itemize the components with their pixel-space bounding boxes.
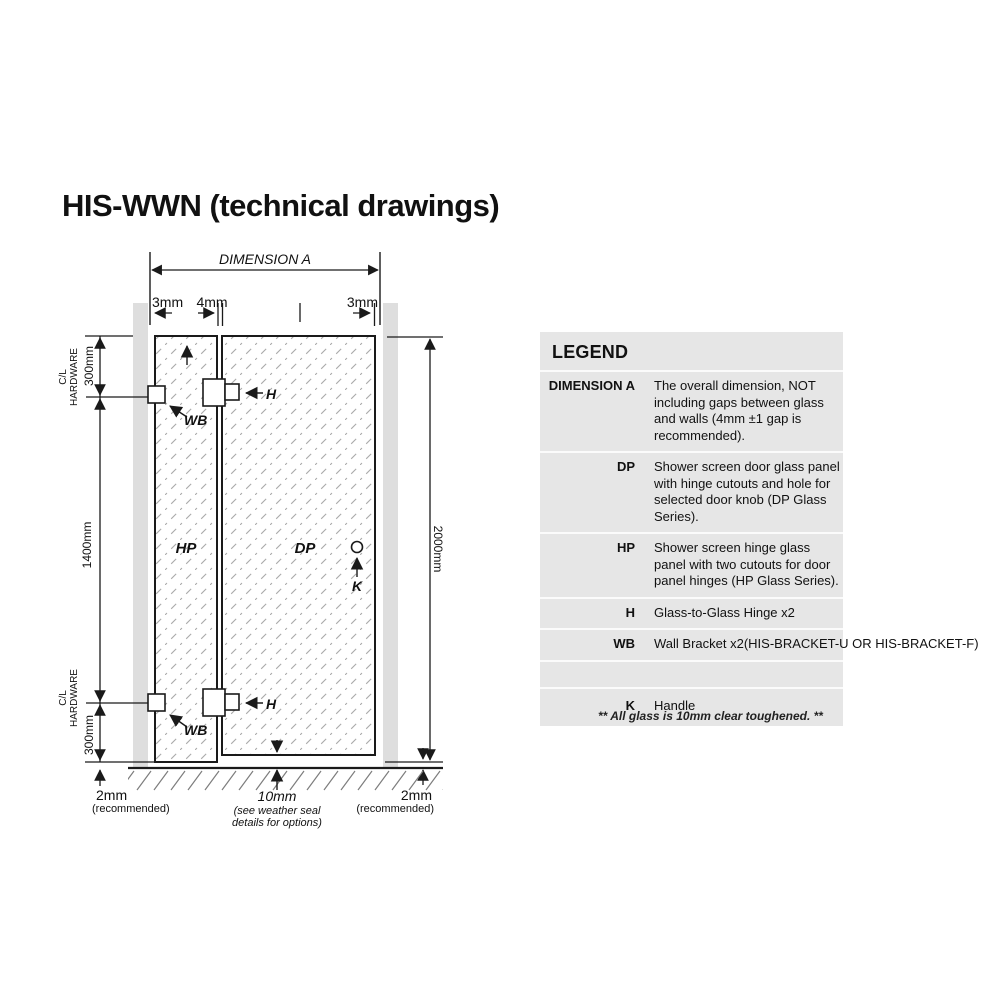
handle-knob (352, 542, 363, 553)
floor-left-note: (recommended) (92, 803, 170, 815)
gap-right-label: 3mm (346, 294, 378, 310)
legend-term: H (625, 604, 635, 620)
wall-bracket-bottom (148, 694, 165, 711)
legend-description: Handle (654, 697, 696, 713)
legend-row-dimension-a (540, 370, 843, 451)
dimension-a-label: DIMENSION A (218, 251, 312, 267)
legend-row-wb (540, 628, 979, 660)
h-label-bottom: H (266, 696, 277, 712)
wall-right (383, 303, 398, 768)
k-label: K (351, 578, 363, 594)
floor-mid-note1: (see weather seal (233, 805, 321, 817)
wb-label-top: WB (184, 412, 208, 428)
legend-description: Shower screen door glass panel with hinge cutouts and hole for selected door knob (DP Glass Series). (654, 459, 840, 524)
cl-hardware-top-line2: HARDWARE (69, 348, 80, 406)
dim-300-bottom-label: 300mm (82, 714, 96, 756)
hinge-top-body (203, 379, 225, 406)
page-title: HIS-WWN (technical drawings) (62, 188, 500, 223)
hinge-bottom-body (203, 689, 225, 716)
legend-heading: LEGEND (552, 342, 629, 362)
legend-description (654, 662, 843, 687)
wall-left (133, 303, 148, 768)
legend-row-h (540, 597, 843, 629)
hp-panel-label: HP (175, 540, 197, 557)
wall-bracket-top (148, 386, 165, 403)
legend-term: WB (613, 636, 635, 651)
wb-label-bottom: WB (184, 722, 208, 738)
floor-right-mm: 2mm (400, 787, 432, 803)
legend-description: Glass-to-Glass Hinge x2 (654, 604, 795, 620)
floor-right-note: (recommended) (356, 803, 434, 815)
dim-1400-label: 1400mm (80, 521, 94, 569)
hinge-bottom-leaf (225, 694, 239, 710)
technical-drawing (40, 240, 470, 850)
legend-description: Wall Bracket x2(HIS-BRACKET-U OR HIS-BRACKET-F) (654, 636, 979, 651)
legend-term (540, 662, 635, 687)
legend-panel (540, 332, 979, 726)
h-label-top: H (266, 386, 277, 402)
cl-hardware-bottom-line1: C/L (58, 690, 69, 706)
legend-row-spacer (540, 660, 843, 687)
legend-footnote: ** All glass is 10mm clear toughened. ** (598, 709, 823, 723)
legend-term: K (625, 697, 635, 713)
legend-term: HP (616, 540, 635, 555)
legend-row-hp (540, 532, 843, 597)
floor-mid-mm: 10mm (257, 788, 297, 804)
floor-left-mm: 2mm (96, 787, 128, 803)
cl-hardware-bottom-line2: HARDWARE (69, 669, 80, 727)
top-gap-dims (155, 303, 375, 326)
dim-2000-label: 2000mm (431, 525, 445, 573)
cl-hardware-top-line1: C/L (58, 369, 69, 385)
hinge-top-leaf (225, 384, 239, 400)
dim-300-top-label: 300mm (82, 345, 96, 387)
legend-description: The overall dimension, NOT including gaps between glass and walls (4mm ±1 gap is recommended). (654, 378, 824, 443)
legend-term: DIMENSION A (548, 378, 635, 393)
gap-left-label: 3mm (152, 294, 184, 310)
gap-mid-label: 4mm (196, 294, 228, 310)
legend-row-dp (540, 451, 843, 532)
dp-panel-label: DP (294, 540, 316, 557)
legend-description: Shower screen hinge glass panel with two cutouts for door panel hinges (HP Glass Series). (654, 540, 839, 588)
floor-mid-note2: details for options) (232, 817, 322, 829)
legend-term: DP (616, 459, 635, 474)
